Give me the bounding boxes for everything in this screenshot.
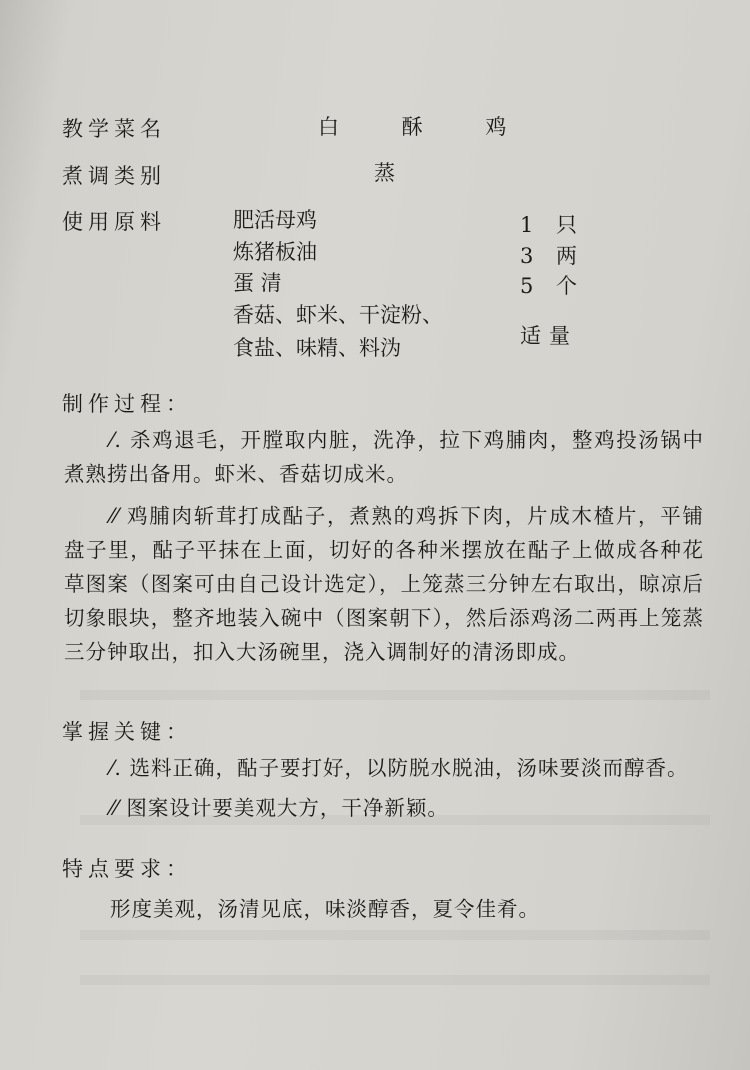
process-title: 制作过程： [62, 392, 192, 416]
dish-label: 教学菜名 [62, 117, 166, 141]
method-value: 蒸 [374, 161, 395, 185]
ingredient-qty: 5 个 [520, 274, 586, 298]
features-title: 特点要求： [62, 857, 192, 881]
bleed-through [80, 930, 710, 940]
bleed-through [80, 690, 710, 700]
process-step-2: ⁄⁄ 鸡脯肉斩茸打成酟子，煮熟的鸡拆下肉，片成木楂片，平铺盘子里，酟子平抹在上面，切好的各种米摆放在酟子上做成各种花草图案（图案可由自己设计选定），上笼蒸三分钟左右取出，晾凉后切象眼块，整齐地装入碗中（图案朝下），然后添鸡汤二两再上笼蒸三分钟取出，扣入大汤碗里，浇入调制好的清汤即成。 [64, 504, 704, 664]
ingredient-name: 食盐、味精、料沩 [233, 336, 401, 360]
ingredient-qty: 3 两 [520, 244, 586, 268]
ingredient-name: 肥活母鸡 [233, 208, 317, 232]
ingredient-name: 炼猪板油 [233, 240, 317, 264]
ingredient-qty: 1 只 [520, 213, 586, 237]
ingredient-qty: 适量 [520, 324, 578, 348]
ingredient-name: 蛋 清 [233, 271, 282, 295]
keys-item-2: ⁄⁄ 图案设计要美观大方，干净新颖。 [110, 796, 449, 820]
ingredient-name: 香菇、虾米、干淀粉、 [233, 303, 443, 327]
process-step-1: ⁄. 杀鸡退毛，开膛取内脏，洗净，拉下鸡脯肉，整鸡投汤锅中煮熟捞出备用。虾米、香菇切成米。 [64, 428, 704, 486]
ingredients-label: 使用原料 [62, 210, 166, 234]
bleed-through [80, 975, 710, 985]
keys-title: 掌握关键： [62, 720, 192, 744]
features-text: 形度美观，汤清见底，味淡醇香，夏令佳肴。 [110, 897, 540, 921]
dish-name: 白 酥 鸡 [318, 115, 535, 139]
method-label: 煮调类别 [62, 164, 166, 188]
keys-item-1: ⁄. 选料正确，酟子要打好，以防脱水脱油，汤味要淡而醇香。 [110, 756, 689, 780]
